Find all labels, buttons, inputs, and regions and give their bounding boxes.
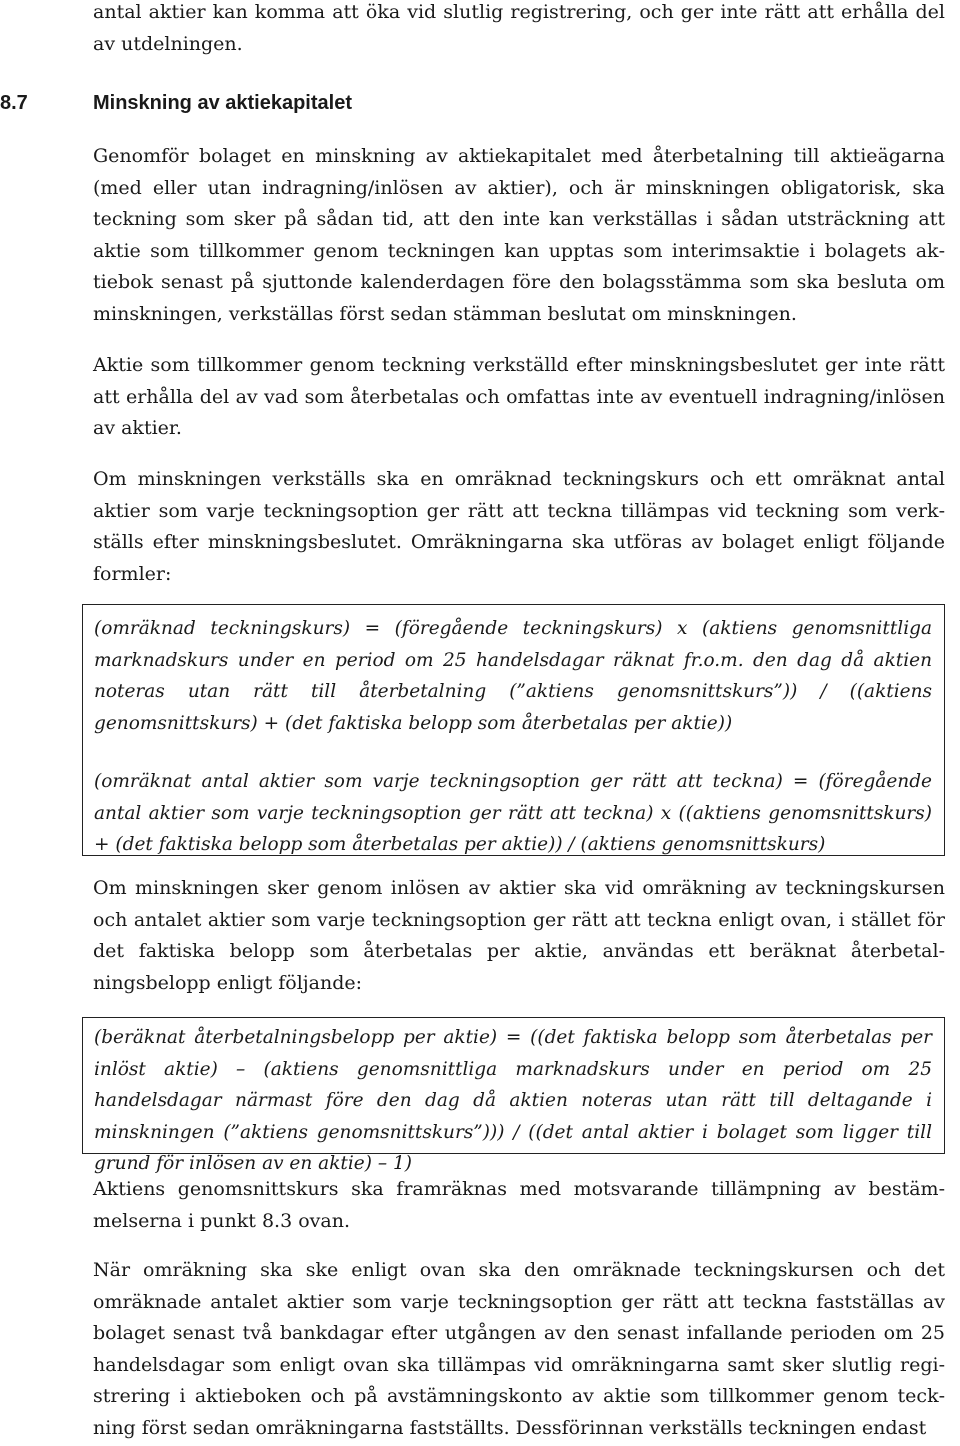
paragraph-6: När omräkning ska ske enligt ovan ska den omräknade teckningskursen och det omräknade antalet aktier som varje teckningsoption ger rätt att teckna fastställas av bolaget senast två bankdagar efter utgången av den senast infallande perioden om 25 handelsdagar som enligt ovan ska tillämpas vid omräkningarna samt sker slutlig registrering i aktieboken och på avstämningskonto av aktie som tillkommer genom teckning först sedan omräkningarna fastställts. Dessförinnan verkställs teckningen endast xyxy=(93,1259,945,1439)
intro-paragraph: antal aktier kan komma att öka vid slutlig registrering, och ger inte rätt att erhålla del av utdelningen. xyxy=(93,1,945,55)
paragraph-1: Genomför bolaget en minskning av aktiekapitalet med återbetalning till aktieägarna (med eller utan indragning/inlösen av aktier), och är minskningen obligatorisk, ska teckning som sker på sådan tid, att den inte kan verkställas i sådan utsträckning att aktie som tillkommer genom teckningen kan upptas som interimsaktie i bolagets aktiebok senast på sjuttonde kalenderdagen före den bolagsstämma som ska besluta om minskningen, verkställas först sedan stämman beslutat om minskningen. xyxy=(93,145,945,325)
paragraph-3: Om minskningen verkställs ska en omräknad teckningskurs och ett omräknat antal aktier som varje teckningsoption ger rätt att teckna tillämpas vid teckning som verkställs efter minskningsbeslutet. Omräkningarna ska utföras av bolaget enligt följande formler: xyxy=(93,468,945,585)
formula-box-2 xyxy=(82,1017,945,1174)
formula-teckningskurs: (omräknad teckningskurs) = (föregående teckningskurs) x (aktiens genomsnittliga marknadskurs under en period om 25 handelsdagar räknat fr.o.m. den dag då aktien noteras utan rätt till återbetalning (”aktiens genomsnittskurs”)) / ((aktiens genomsnittskurs) + (det faktiska belopp som återbetalas per aktie)) xyxy=(94,618,932,734)
paragraph-2: Aktie som tillkommer genom teckning verkställd efter minskningsbeslutet ger inte rätt att erhålla del av vad som återbetalas och omfattas inte av eventuell indragning/inlösen av aktier. xyxy=(93,354,945,439)
formula-aterbetalningsbelopp: (beräknat återbetalningsbelopp per aktie) = ((det faktiska belopp som återbetalas per inlöst aktie) – (aktiens genomsnittliga marknadskurs under en period om 25 handelsdagar närmast före den dag då aktien noteras utan rätt till deltagande i minskningen (”aktiens genomsnittskurs”))) / ((det antal aktier i bolaget som ligger till grund för inlösen av en aktie) – 1) xyxy=(94,1027,932,1174)
formula-box-1 xyxy=(82,604,945,856)
section-number: 8.7 xyxy=(0,92,28,114)
paragraph-4: Om minskningen sker genom inlösen av aktier ska vid omräkning av teckningskursen och antalet aktier som varje teckningsoption ger rätt att teckna enligt ovan, i stället för det faktiska belopp som återbetalas per aktie, användas ett beräknat återbetalningsbelopp enligt följande: xyxy=(93,877,945,994)
formula-antal-aktier: (omräknat antal aktier som varje teckningsoption ger rätt att teckna) = (föregående antal aktier som varje teckningsoption ger rätt att teckna) x ((aktiens genomsnittskurs) + (det faktiska belopp som återbetalas per aktie)) / (aktiens genomsnittskurs) xyxy=(94,771,932,855)
section-title: Minskning av aktiekapitalet xyxy=(93,92,352,114)
paragraph-5: Aktiens genomsnittskurs ska framräknas med motsvarande tillämpning av bestämmelserna i punkt 8.3 ovan. xyxy=(93,1178,945,1232)
